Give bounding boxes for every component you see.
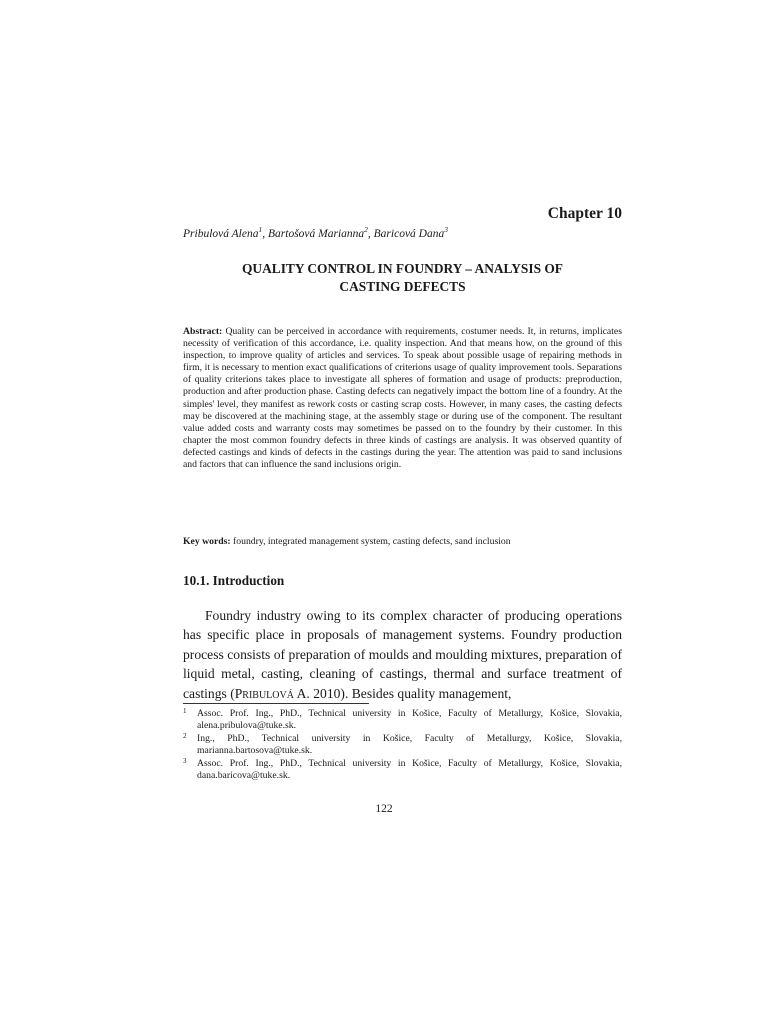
author-footnote-mark: 3	[444, 225, 448, 234]
paragraph-text: Foundry industry owing to its complex character of producing operations has specific place in proposals of management systems. Foundry production process consists of preparation of moulds and moulding mixtures, preparation of liquid metal, casting, cleaning of castings, thermal and surface treatment of castings (	[183, 608, 622, 701]
footnote-text: Assoc. Prof. Ing., PhD., Technical university in Košice, Faculty of Metallurgy, Košice, Slovakia, alena.pribulova@tuke.sk.	[197, 708, 622, 732]
paper-title	[183, 260, 622, 296]
author-footnote-mark: 1	[258, 225, 263, 234]
abstract-text: Quality can be perceived in accordance with requirements, costumer needs. It, in returns, implicates necessity of verification of this accordance, i.e. quality inspection. And that means how, on the ground of this inspection, to improve quality of articles and services. To speak about possible usage of repairing methods in firm, it is necessary to mention exact qualifications of criterions usage of quality improvement tools. Separations of quality criterions takes place to investigate all spheres of formation and usage of products: preproduction, production and after production phase. Casting defects can negatively impact the bottom line of a foundry. At the simples' level, they manifest as rework costs or casting scrap costs. However, in many cases, the casting defects may be discovered at the machining stage, at the assembly stage or during use of the component. The resultant value added costs and warranty costs may sometimes be passed on to the foundry by their customer. In this chapter the most common foundry defects in three kinds of castings are analysis. It was observed quantity of defected castings and kinds of defects in the castings during the year. The attention was paid to sand inclusions and factors that can influence the sand inclusions origin.	[183, 326, 622, 471]
chapter-label: Chapter 10	[547, 205, 622, 222]
author-name: Bartošová Marianna	[268, 227, 365, 240]
paper-title-line: CASTING DEFECTS	[339, 279, 466, 294]
footnote-divider	[183, 703, 369, 704]
author-name: Baricová Dana	[373, 227, 445, 240]
page-number: 122	[375, 803, 393, 815]
footnote	[183, 758, 622, 782]
author-name: Pribulová Alena	[183, 227, 259, 240]
footnote-text: Assoc. Prof. Ing., PhD., Technical university in Košice, Faculty of Metallurgy, Košice, Slovakia, dana.baricova@tuke.sk.	[197, 758, 622, 782]
keywords-text: foundry, integrated management system, casting defects, sand inclusion	[233, 536, 511, 547]
footnotes	[183, 708, 622, 784]
footnote-number: 2	[183, 732, 187, 741]
abstract-label: Abstract:	[183, 326, 223, 337]
citation-author: Pribulová	[234, 685, 294, 701]
keywords-label: Key words:	[183, 536, 231, 547]
author-separator: ,	[367, 227, 374, 240]
footnote-number: 3	[183, 757, 187, 766]
section-heading: 10.1. Introduction	[183, 573, 285, 588]
footnote-number: 1	[183, 707, 187, 715]
footnote	[183, 733, 622, 757]
paragraph-text-continued: A. 2010). Besides quality management,	[293, 685, 512, 701]
abstract	[183, 326, 622, 471]
paper-title-line: QUALITY CONTROL IN FOUNDRY – ANALYSIS OF	[242, 261, 563, 276]
introduction-paragraph	[183, 606, 622, 703]
author-footnote-mark: 2	[364, 225, 368, 234]
author-separator: ,	[262, 227, 268, 240]
footnote	[183, 708, 622, 732]
footnote-text: Ing., PhD., Technical university in Košice, Faculty of Metallurgy, Košice, Slovakia, marianna.bartosova@tuke.sk.	[197, 733, 622, 757]
keywords	[183, 536, 622, 548]
author-list	[183, 225, 643, 240]
